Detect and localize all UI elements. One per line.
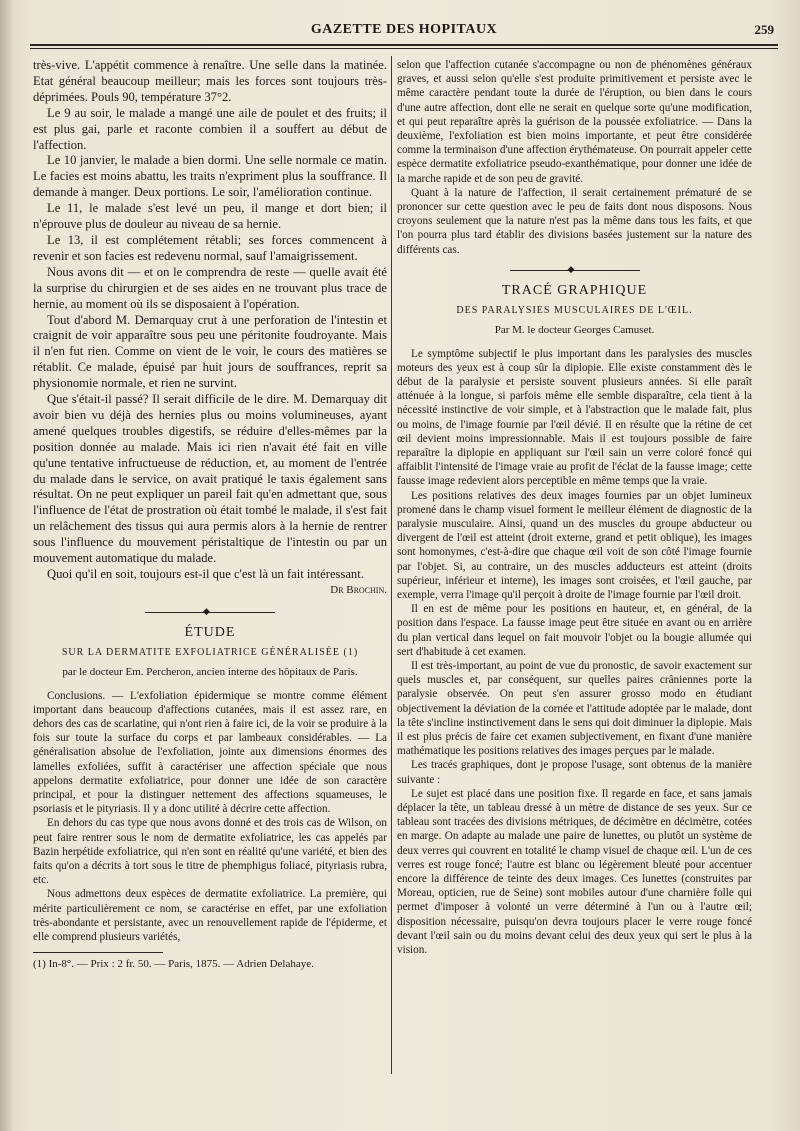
paragraph: Tout d'abord M. Demarquay crut à une perforation de l'intestin et craignit de voir apparaître sous peu une péritonite foudroyante. Mais il n'en fut rien. Comme on vient de le voir, le cours des matières se rétablit. Ce malade, épuisé par huit jours de souffrances, reprit sa physionomie normale, et rien ne survint. (33, 312, 387, 391)
section-subtitle: SUR LA DERMATITE EXFOLIATRICE GÉNÉRALISÉE (1) (61, 646, 359, 658)
signature: Dr Brochin. (330, 583, 387, 596)
paragraph: Le symptôme subjectif le plus important dans les paralysies des muscles moteurs des yeux est à coup sûr la diplopie. Elle existe constamment dès le début de la paralysie et persiste souvent plusieurs années. Si elle paraît atténuée à la longue, si parfois même elle semble disparaître, cela tient à la nécessité instinctive de voir simple, et à l'abstraction que le malade fait, plus ou moins, de l'image fournie par l'œil dévié. Il en résulte que la rétine de cet œil devient moins impressionnable. Mais il est toujours possible de faire reparaître la diplopie en appliquant sur l'œil sain un verre coloré foncé qui affaiblit l'intensité de l'image vraie au profit de l'éclat de la fausse image; cette fausse image redevient alors perceptible en même temps que la vraie. (397, 347, 752, 488)
section-ornament (510, 267, 640, 275)
section-ornament (145, 609, 275, 617)
page-header (30, 22, 778, 42)
paragraph: Le 10 janvier, le malade a bien dormi. Une selle normale ce matin. Le facies est moins abattu, les traits n'expriment plus la souffrance. Il demande à manger. Deux portions. Le soir, l'amélioration continue. (33, 153, 387, 200)
paragraph: Les tracés graphiques, dont je propose l'usage, sont obtenus de la manière suivante : (397, 759, 752, 786)
header-rule (30, 44, 778, 46)
page-number: 259 (754, 22, 774, 37)
section-title: TRACÉ GRAPHIQUE (501, 282, 648, 298)
paragraph: Le 13, il est complétement rétabli; ses forces commencent à revenir et son facies est redevenu normal, sauf l'amaigrissement. (33, 232, 387, 263)
paragraph: Nous admettons deux espèces de dermatite exfoliatrice. La première, qui mérite particulièrement ce nom, se caractérise en effet, par une exfoliation très-abondante et persistante, avec un renouvellement rapide de l'épiderme, et elle comprend plusieurs variétés, (33, 888, 387, 943)
paragraph: Les positions relatives des deux images fournies par un objet lumineux promené dans le champ visuel forment le meilleur élément de diagnostic de la paralysie musculaire. Ainsi, quand un des muscles du groupe abducteur ou divergent de l'œil est atteint (droit externe, grand et petit oblique), les images sont homonymes, c'est-à-dire que chaque œil voit de son côté l'image fournie par l'objet. Si, au contraire, un des muscles adducteurs est atteint (droits supérieur, inférieur et interne), les images sont croisées, et l'œil gauche, par exemple, verra l'image qu'il perçoit à droite de l'image fournie par l'œil droit. (397, 489, 752, 602)
header-rule-thin (30, 48, 778, 49)
section-author: par le docteur Em. Percheron, ancien interne des hôpitaux de Paris. (62, 665, 358, 678)
column-separator (391, 56, 392, 1074)
journal-title: GAZETTE DES HOPITAUX (310, 22, 498, 37)
right-column (397, 58, 752, 957)
paragraph: selon que l'affection cutanée s'accompagne ou non de phénomènes généraux graves, et aussi selon qu'elle s'est produite primitivement et persiste avec le même caractère pendant toute la durée de l'éruption, ou bien dans le cours d'une autre affection, dont elle ne serait en quelque sorte qu'une modification, et qui peut reparaître après la guérison de la poussée exfoliatrice. — Dans la deuxième, l'exfoliation est bien moins importante, et peut être considérée comme la terminaison d'une affection érythémateuse. On pourrait appeler cette espèce dermatite exfoliatrice pseudo-exanthématique, pour donner une idée de la marche rapide et de son peu de gravité. (397, 59, 752, 185)
paragraph: Le 9 au soir, le malade a mangé une aile de poulet et des fruits; il est plus gai, parle et raconte combien il a souffert au début de l'affection. (33, 105, 387, 152)
section-title: ÉTUDE (184, 624, 236, 640)
binding-edge (0, 0, 12, 1131)
paragraph: Quoi qu'il en soit, toujours est-il que c'est là un fait intéressant. (47, 567, 364, 581)
paragraph: Quant à la nature de l'affection, il serait certainement prématuré de se prononcer sur cette question avec le peu de faits dont nous disposons. Nous croyons seulement que la nature n'est pas la même dans tous les faits, et que l'on pourra plus tard établir des divisions basées justement sur la nature des différents cas. (397, 186, 752, 256)
paragraph: En dehors du cas type que nous avons donné et des trois cas de Wilson, on peut faire rentrer sous le nom de dermatite exfoliatrice, les cas appelés par Bazin herpétide exfoliatrice, qui n'en sont en réalité qu'une variété, et bien des faits qu'on a décrits à tort sous le titre de phemphigus foliacé, pityriasis rubra, etc. (33, 817, 387, 887)
section-author: Par M. le docteur Georges Camuset. (494, 323, 655, 336)
paragraph: Il en est de même pour les positions en hauteur, et, en général, de la position dans l'espace. La fausse image peut être située en avant ou en arrière du plan vertical dans lequel on fait mouvoir l'objet ou la bougie allumée qui sert d'habitude à cet examen. (397, 603, 752, 658)
paragraph: Le 11, le malade s'est levé un peu, il mange et dort bien; il n'éprouve plus de douleur au niveau de sa hernie. (33, 201, 387, 232)
left-column (33, 58, 387, 971)
paragraph: Nous avons dit — et on le comprendra de reste — quelle avait été la surprise du chirurgien et de ses aides en ne trouvant plus trace de hernie, au moment où ils se disposaient à l'opération. (33, 264, 387, 311)
section-subtitle: DES PARALYSIES MUSCULAIRES DE L'ŒIL. (456, 304, 693, 316)
paragraph: Le sujet est placé dans une position fixe. Il regarde en face, et sans jamais déplacer la tête, un tableau dressé à un mètre de distance de ses yeux. Sur ce tableau sont tracées des divisions métriques, de décimètre en décimètre, cotées en marge. On adapte au malade une paire de lunettes, ou plutôt un système de deux verres qui couvrent en totalité le champ visuel de chaque œil. L'un de ces verres est rouge foncé; l'autre est blanc ou légèrement bleuté pour accentuer encore la différence de teinte des deux images. Ces lunettes (construites par Moreau, opticien, rue de Seine) sont mobiles autour d'une charnière folle qui permet d'imposer à volonté un verre déterminé à l'un ou à l'autre œil; disposition nécessaire, puisqu'on devra toujours placer le verre rouge foncé devant l'œil sain ou du moins devant celui des deux yeux qui sert le plus à la vision. (397, 787, 752, 957)
paragraph: Conclusions. — L'exfoliation épidermique se montre comme élément important dans beaucoup d'affections cutanées, mais il est assez rare, en dehors des cas de scarlatine, qui n'ont rien à faire ici, de la voir se produire à la fois sur toute la surface du corps et par lambeaux considérables. — La généralisation absolue de l'exfoliation, jointe aux dimensions énormes des lamelles exfoliées, suffit à caractériser une affection spéciale que nous appelons dermatite exfoliatrice, pour donner une idée de son caractère principal, et pour la distinguer nettement des affections squameuses, le psoriasis et le pityriasis. Il y a donc utilité à décrire cette affection. (33, 689, 387, 816)
paragraph: Que s'était-il passé? Il serait difficile de le dire. M. Demarquay dit avoir bien vu déjà des hernies plus ou moins volumineuses, ayant amené quelques troubles digestifs, se réduire d'elles-mêmes par la position donnée au malade. Mais ici rien n'avait été fait en ville qu'une tentative infructueuse de réduction, et, au moment de l'entrée du malade dans le service, on avait pratiqué le taxis également sans résultat. On ne peut expliquer un pareil fait qu'en admettant que, sous l'influence de l'état de prostration où était tombé le malade, il s'est fait un relâchement des tissus qui aura permis alors à la hernie de rentrer sous l'influence du mouvement péristaltique de l'intestin ou par un mouvement automatique du malade. (33, 392, 387, 566)
footnote: (1) In-8°. — Prix : 2 fr. 50. — Paris, 1875. — Adrien Delahaye. (33, 958, 314, 971)
paragraph: très-vive. L'appétit commence à renaître. Une selle dans la matinée. Etat général beaucoup meilleur; mais les forces sont toujours très-déprimées. Pouls 90, température 37°2. (33, 58, 387, 104)
footnote-rule (33, 952, 163, 953)
paragraph: Il est très-important, au point de vue du pronostic, de savoir exactement sur quels muscles et, par conséquent, sur quelles paires crâniennes porte la paralysie observée. On peut s'en assurer grosso modo en étudiant objectivement la déviation de la cornée et l'attitude adoptée par le malade, dont la tête s'incline instinctivement dans le sens qui doit diminuer la diplopie. Mais il est plus précis de faire cet examen subjectivement, en fixant d'une manière mathématique les positions relatives des images perçues par le malade. (397, 660, 752, 758)
